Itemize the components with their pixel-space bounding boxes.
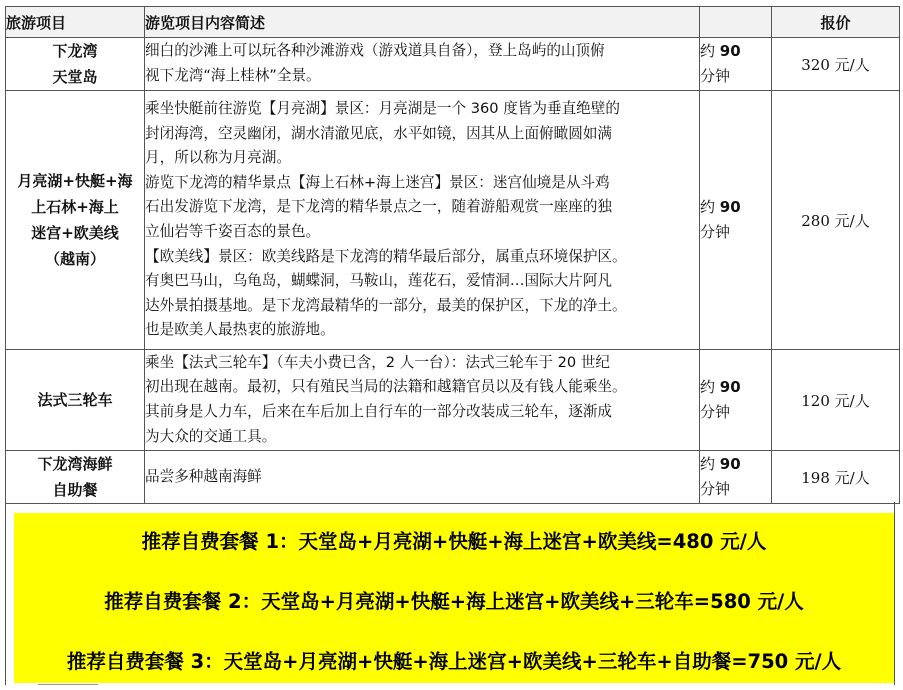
description-line: 乘坐【法式三轮车】（车夫小费已含，2 人一台）：法式三轮车于 20 世纪 bbox=[145, 353, 610, 371]
item-name bbox=[6, 451, 145, 504]
table-row bbox=[6, 38, 900, 91]
header-description: 游览项目内容简述 bbox=[145, 7, 700, 38]
duration-prefix: 约 bbox=[700, 42, 716, 60]
package-1: 推荐自费套餐 1：天堂岛+月亮湖+快艇+海上迷宫+欧美线=480 元/人 bbox=[141, 530, 767, 553]
duration-unit: 分钟 bbox=[700, 403, 731, 421]
item-duration bbox=[700, 451, 772, 504]
duration-prefix: 约 bbox=[700, 455, 716, 473]
item-duration bbox=[700, 38, 772, 91]
item-duration bbox=[700, 91, 772, 350]
item-name-line: 迷宫+欧美线 bbox=[31, 224, 119, 242]
table-row bbox=[6, 91, 900, 350]
item-price: 198 元/人 bbox=[772, 451, 900, 504]
table-header-row bbox=[6, 7, 900, 38]
description-line: 为大众的交通工具。 bbox=[145, 427, 277, 445]
item-name-line: 自助餐 bbox=[52, 481, 98, 499]
description-line: 乘坐快艇前往游览【月亮湖】景区：月亮湖是一个 360 度皆为垂直绝壁的 bbox=[145, 100, 620, 118]
item-price: 120 元/人 bbox=[772, 350, 900, 451]
duration-number: 90 bbox=[719, 378, 741, 396]
item-name bbox=[6, 91, 145, 350]
duration-prefix: 约 bbox=[700, 378, 716, 396]
item-price: 320 元/人 bbox=[772, 38, 900, 91]
duration-unit: 分钟 bbox=[700, 67, 731, 85]
item-name-line: 上石林+海上 bbox=[31, 198, 119, 216]
duration-prefix: 约 bbox=[700, 198, 716, 216]
header-item: 旅游项目 bbox=[6, 7, 145, 38]
description-line: 也是欧美人最热衷的旅游地。 bbox=[145, 321, 335, 339]
tour-items-table bbox=[5, 6, 900, 504]
item-duration bbox=[700, 350, 772, 451]
duration-unit: 分钟 bbox=[700, 223, 731, 241]
duration-number: 90 bbox=[719, 198, 741, 216]
header-price: 报价 bbox=[772, 7, 900, 38]
item-description bbox=[145, 38, 700, 91]
item-description bbox=[145, 91, 700, 350]
item-name-line: 下龙湾海鲜 bbox=[37, 455, 113, 473]
cut-off-text-fragment bbox=[38, 684, 98, 690]
description-line: 【欧美线】景区：欧美线路是下龙湾的精华最后部分，属重点环境保护区。 bbox=[145, 247, 627, 265]
duration-number: 90 bbox=[719, 455, 741, 473]
item-description bbox=[145, 350, 700, 451]
duration-unit: 分钟 bbox=[700, 480, 731, 498]
description-line: 游览下龙湾的精华景点【海上石林+海上迷宫】景区：迷宫仙境是从斗鸡 bbox=[145, 173, 610, 191]
header-duration bbox=[700, 7, 772, 38]
item-description bbox=[145, 451, 700, 504]
item-name-line: 下龙湾 bbox=[52, 42, 98, 60]
package-2: 推荐自费套餐 2：天堂岛+月亮湖+快艇+海上迷宫+欧美线+三轮车=580 元/人 bbox=[104, 590, 804, 613]
item-name-line: （越南） bbox=[44, 250, 105, 268]
description-line: 初出现在越南。最初，只有殖民当局的法籍和越籍官员以及有钱人能乘坐。 bbox=[145, 378, 627, 396]
duration-number: 90 bbox=[719, 42, 741, 60]
description-line: 细白的沙滩上可以玩各种沙滩游戏（游戏道具自备），登上岛屿的山顶俯 bbox=[145, 42, 605, 60]
description-line: 达外景拍摄基地。是下龙湾最精华的一部分，最美的保护区，下龙的净土。 bbox=[145, 296, 627, 314]
item-name-line: 月亮湖+快艇+海 bbox=[17, 172, 133, 190]
item-name-line: 天堂岛 bbox=[52, 68, 98, 86]
description-line: 其前身是人力车，后来在车后加上自行车的一部分改装成三轮车，逐渐成 bbox=[145, 403, 613, 420]
item-name bbox=[6, 38, 145, 91]
description-line: 月，所以称为月亮湖。 bbox=[145, 149, 291, 167]
description-line: 立仙岩等千姿百态的景色。 bbox=[145, 223, 321, 240]
description-line: 品尝多种越南海鲜 bbox=[145, 467, 262, 485]
item-name bbox=[6, 350, 145, 451]
item-name-line: 法式三轮车 bbox=[37, 391, 113, 409]
package-3: 推荐自费套餐 3：天堂岛+月亮湖+快艇+海上迷宫+欧美线+三轮车+自助餐=750 元/人 bbox=[66, 650, 842, 673]
description-line: 视下龙湾“海上桂林”全景。 bbox=[145, 67, 321, 84]
table-row bbox=[6, 451, 900, 504]
description-line: 封闭海湾，空灵幽闭，湖水清澈见底，水平如镜，因其从上面俯瞰圆如满 bbox=[145, 124, 613, 142]
description-line: 有奥巴马山，乌龟岛，蝴蝶洞，马鞍山，莲花石，爱情洞…国际大片阿凡 bbox=[145, 272, 613, 290]
description-line: 石出发游览下龙湾，是下龙湾的精华景点之一，随着游船观赏一座座的独 bbox=[145, 198, 613, 216]
item-price: 280 元/人 bbox=[772, 91, 900, 350]
table-row bbox=[6, 350, 900, 451]
